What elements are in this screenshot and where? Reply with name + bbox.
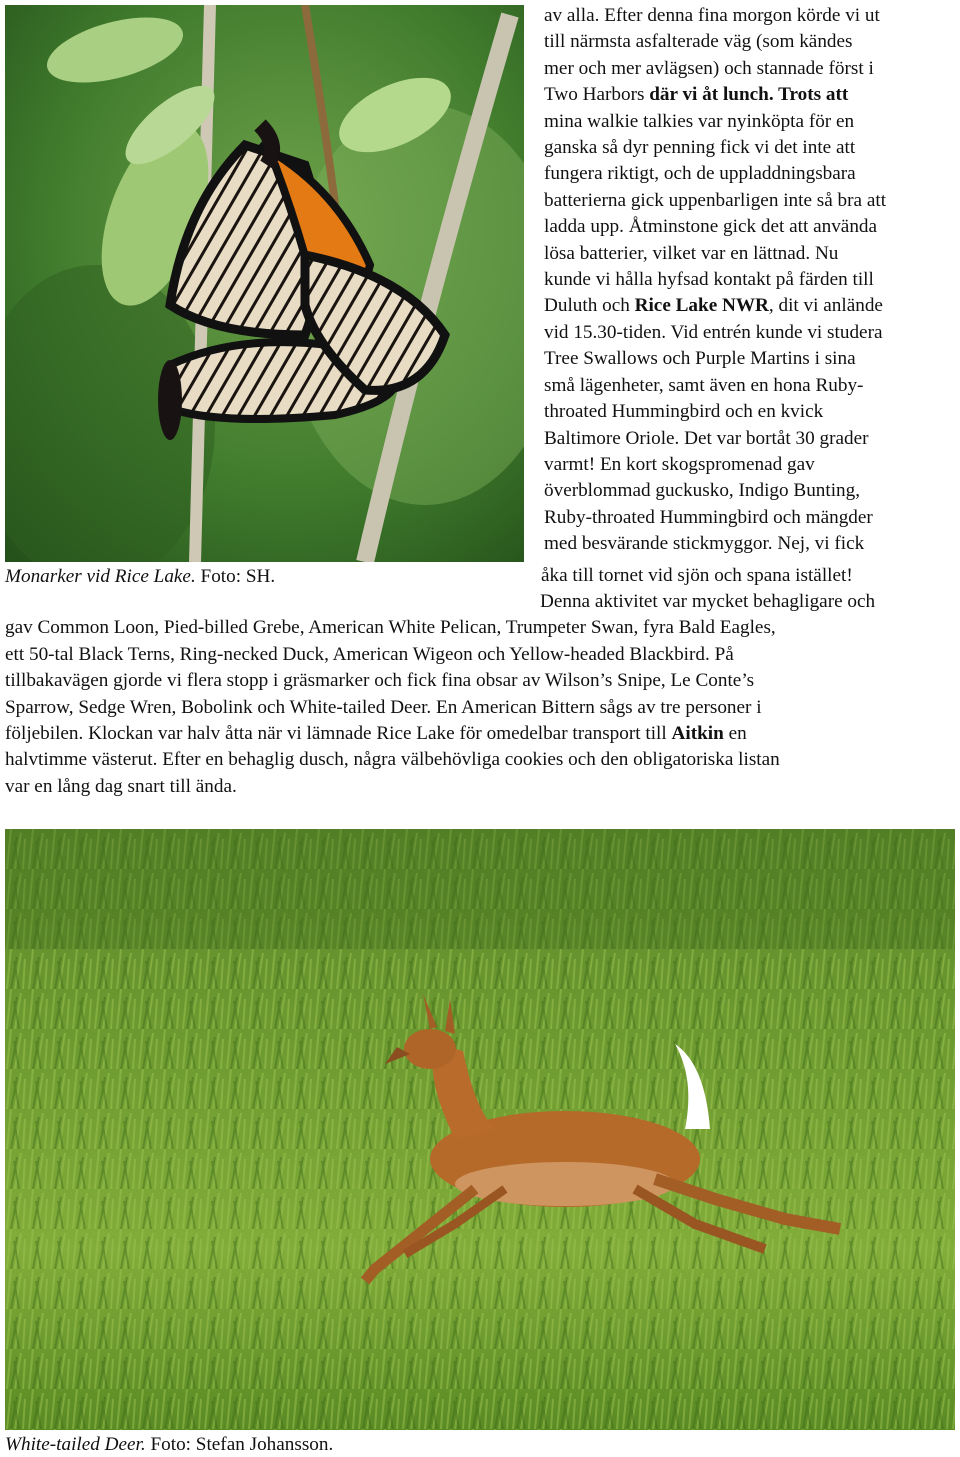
text-line: med besvärande stickmyggor. Nej, vi fick <box>544 533 865 555</box>
text-line <box>5 721 955 747</box>
article-right-column <box>544 3 958 558</box>
text-line: mer och mer avlägsen) och stannade först i <box>544 57 874 79</box>
text-line: kunde vi hålla hyfsad kontakt på färden till <box>544 269 874 291</box>
text-line: till närmsta asfalterade väg (som kändes <box>544 31 853 53</box>
text-line: Denna aktivitet var mycket behagligare och <box>540 591 876 612</box>
text-line: throated Hummingbird och en kvick <box>544 401 824 423</box>
caption-species: White-tailed Deer. <box>5 1434 146 1455</box>
monarch-butterflies-photo <box>5 5 524 562</box>
text-line: Tree Swallows och Purple Martins i sina <box>544 348 856 370</box>
text-segment: följebilen. Klockan var halv åtta när vi lämnade Rice Lake för omedelbar transport till <box>5 723 672 745</box>
text-segment: Two Harbors <box>544 84 645 106</box>
monarch-photo-caption <box>5 565 275 589</box>
caption-species: Monarker vid Rice Lake. <box>5 566 196 587</box>
text-line: Ruby-throated Hummingbird och mängder <box>544 506 873 528</box>
text-line: mina walkie talkies var nyinköpta för en <box>544 110 855 132</box>
text-line: vid 15.30-tiden. Vid entrén kunde vi studera <box>544 321 883 343</box>
text-line: batterierna gick uppenbarligen inte så bra att <box>544 189 887 211</box>
text-line: Sparrow, Sedge Wren, Bobolink och White-tailed Deer. En American Bittern sågs av tre personer i <box>5 696 762 718</box>
text-line: var en lång dag snart till ända. <box>5 775 237 797</box>
bold-place-name: Rice Lake NWR <box>634 295 769 317</box>
caption-credit: Foto: SH. <box>195 566 276 587</box>
text-line: små lägenheter, samt även en hona Ruby- <box>544 374 864 396</box>
text-line: fungera riktigt, och de uppladdningsbara <box>544 163 856 185</box>
text-segment: en <box>723 723 747 745</box>
white-tailed-deer-photo <box>5 829 955 1430</box>
article-bottom-paragraph <box>5 589 955 800</box>
bold-place-name: där vi åt lunch. Trots att <box>644 84 849 106</box>
text-line: ladda upp. Åtminstone gick det att använda <box>544 216 878 238</box>
text-line: överblommad guckusko, Indigo Bunting, <box>544 480 861 502</box>
text-line <box>544 82 958 108</box>
text-line: Baltimore Oriole. Det var bortåt 30 grader <box>544 427 869 449</box>
bold-place-name: Aitkin <box>671 723 724 745</box>
caption-credit: Foto: Stefan Johansson. <box>145 1434 334 1455</box>
text-line: ett 50-tal Black Terns, Ring-necked Duck, American Wigeon och Yellow-headed Blackbird. På <box>5 643 734 665</box>
article-bridge-line: åka till tornet vid sjön och spana istället! <box>541 565 853 586</box>
text-segment: , dit vi anlände <box>768 295 883 317</box>
text-line <box>544 293 958 319</box>
text-line: varmt! En kort skogspromenad gav <box>544 453 815 475</box>
text-segment: Duluth och <box>544 295 635 317</box>
text-line: gav Common Loon, Pied-billed Grebe, American White Pelican, Trumpeter Swan, fyra Bald Eagles, <box>5 617 776 639</box>
text-line: halvtimme västerut. Efter en behaglig dusch, några välbehövliga cookies och den obligatoriska listan <box>5 749 780 771</box>
text-line: ganska så dyr penning fick vi det inte att <box>544 137 856 159</box>
deer-photo-caption <box>5 1433 333 1457</box>
text-line: av alla. Efter denna fina morgon körde vi ut <box>544 5 880 26</box>
text-line: lösa batterier, vilket var en lättnad. Nu <box>544 242 839 264</box>
text-line: tillbakavägen gjorde vi flera stopp i gräsmarker och fick fina obsar av Wilson’s Snipe, Le Conte’s <box>5 670 755 692</box>
